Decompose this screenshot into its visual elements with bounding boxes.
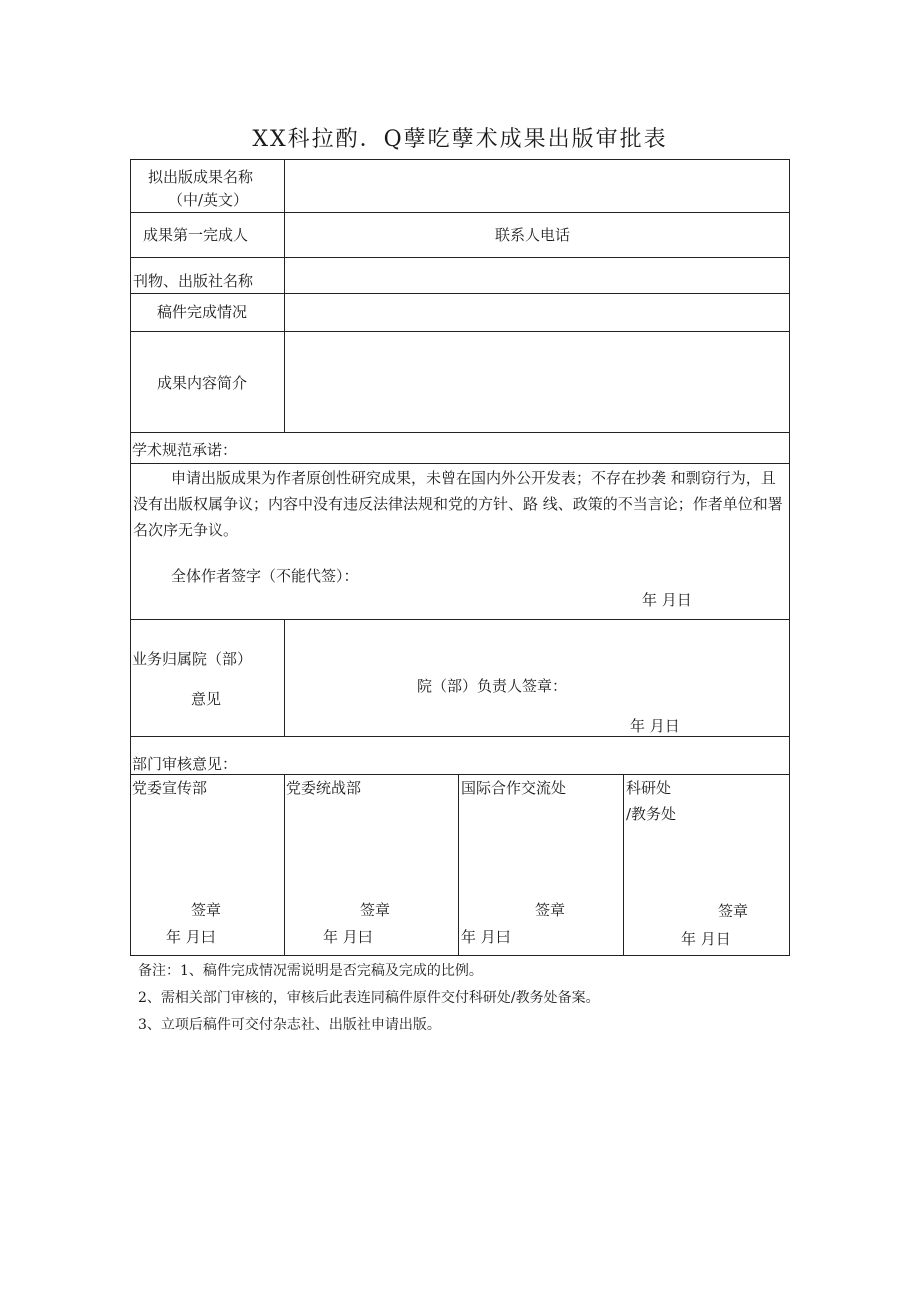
unit-date: 年 月曰	[461, 928, 511, 946]
author-signature-label: 全体作者签字（不能代签）：	[171, 567, 359, 585]
contact-phone-label: 联系人电话	[495, 226, 571, 244]
unit-date: 年 月曰	[323, 928, 373, 946]
row-divider	[130, 774, 790, 775]
column-divider	[623, 774, 624, 956]
unit-seal: 签章	[360, 901, 391, 919]
note-line: 备注：1、稿件完成情况需说明是否完稿及完成的比例。	[138, 963, 483, 979]
department-label-sub: 意见	[191, 690, 222, 708]
publisher-input-cell[interactable]	[286, 258, 788, 292]
unit-name: 党委统战部	[286, 779, 362, 797]
form-title: XX科拉酌．Q孽吃孽术成果出版审批表	[252, 127, 668, 152]
department-date: 年 月日	[630, 717, 680, 735]
draft-status-label: 稿件完成情况	[157, 303, 248, 321]
commitment-heading: 学术规范承诺：	[132, 441, 238, 459]
unit-seal: 签章	[535, 901, 566, 919]
row-divider	[130, 463, 790, 464]
column-divider	[458, 774, 459, 956]
unit-seal: 签章	[718, 902, 749, 920]
column-divider	[284, 159, 285, 432]
unit-name: 党委宣传部	[132, 779, 208, 797]
title-field-label: 拟出版成果名称	[148, 168, 254, 186]
column-divider	[284, 774, 285, 956]
note-line: 2、需相关部门审核的，审核后此表连同稿件原件交付科研处/教务处备案。	[138, 990, 600, 1006]
department-signature-label: 院（部）负责人签章：	[417, 677, 568, 695]
unit-date: 年 月曰	[166, 928, 216, 946]
row-divider	[130, 432, 790, 433]
commitment-text: 申请出版成果为作者原创性研究成果，未曾在国内外公开发表；不存在抄袭 和剽窃行为，且没有出版权属争议；内容中没有违反法律法规和党的方针、路 线、政策的不当言论；作者单位和署名次序无争议。	[133, 469, 783, 539]
unit-name-sub: /教务处	[626, 805, 677, 823]
title-field-label-sub: （中/英文）	[168, 191, 249, 209]
summary-input-cell[interactable]	[286, 332, 788, 431]
note-line: 3、立项后稿件可交付杂志社、出版社申请出版。	[138, 1017, 441, 1033]
row-divider	[130, 619, 790, 620]
department-label: 业务归属院（部）	[132, 650, 253, 668]
unit-seal: 签章	[191, 901, 222, 919]
unit-date: 年 月日	[681, 930, 731, 948]
row-divider	[130, 736, 790, 737]
unit-name: 科研处	[626, 779, 672, 797]
review-heading: 部门审核意见：	[132, 755, 238, 773]
summary-label: 成果内容简介	[157, 374, 248, 392]
first-author-label: 成果第一完成人	[143, 226, 249, 244]
title-input-cell[interactable]	[286, 161, 788, 211]
commitment-date: 年 月日	[642, 591, 692, 609]
column-divider	[284, 619, 285, 736]
unit-name: 国际合作交流处	[461, 779, 567, 797]
row-divider	[130, 212, 790, 213]
publisher-label: 刊物、出版社名称	[133, 272, 254, 290]
draft-status-input-cell[interactable]	[286, 294, 788, 330]
